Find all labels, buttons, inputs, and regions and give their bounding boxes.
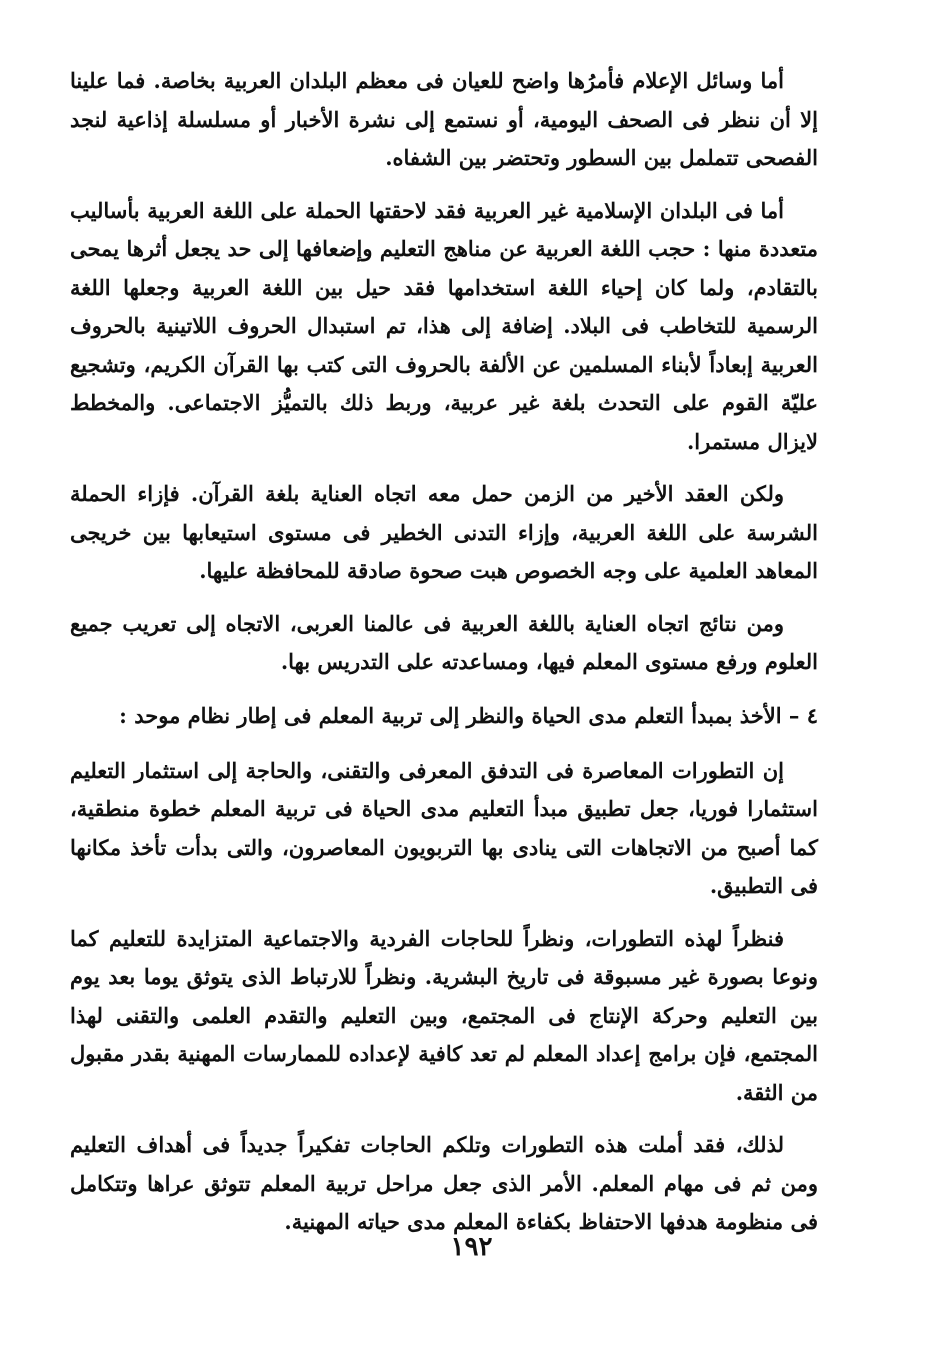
section-heading bbox=[70, 696, 818, 736]
page-number: ١٩٢ bbox=[450, 1232, 493, 1262]
paragraph-last-decade: ولكن العقد الأخير من الزمن حمل معه اتجاه العناية بلغة القرآن. فإزاء الحملة الشرسة على اللغة العربية، وإزاء التدنى الخطير فى مستوى استيعابها بين خريجى المعاهد العلمية على وجه الخصوص هبت صحوة صادقة للمحافظة عليها. bbox=[70, 481, 818, 583]
paragraph-needs: فنظراً لهذه التطورات، ونظراً للحاجات الفردية والاجتماعية المتزايدة للتعليم كما ونوعا بصورة غير مسبوقة فى تاريخ البشرية. ونظراً للارتباط الذى يتوثق يوما بعد يوم بين التعليم وحركة الإنتاج فى المجتمع، وبين التعليم والتقدم العلمى والتقنى لهذا المجتمع، فإن برامج إعداد المعلم لم تعد كافية لإعداده للممارسات المهنية بقدر مقبول من الثقة. bbox=[70, 925, 818, 1105]
paragraph-islamic-countries: أما فى البلدان الإسلامية غير العربية فقد لاحقتها الحملة على اللغة العربية بأساليب متعددة منها : حجب اللغة العربية عن مناهج التعليم وإضعافها إلى حد يجعل أثرها يمحى بالتقادم، ولما كان إحياء اللغة استخدامها فقد حيل بين اللغة العربية وجعلها اللغة الرسمية للتخاطب فى البلاد. إضافة إلى هذا، تم استبدال الحروف اللاتينية بالحروف العربية إبعاداً لأبناء المسلمين عن الألفة بالحروف التى كتب بها القرآن الكريم، وتشجيع عليّة القوم على التحدث بلغة غير عربية، وربط ذلك بالتميُّز الاجتماعى. والمخطط لايزال مستمرا. bbox=[70, 197, 818, 454]
paragraph-conclusion: لذلك، فقد أملت هذه التطورات وتلكم الحاجات تفكيراً جديداً فى أهداف التعليم ومن ثم فى مهام المعلم. الأمر الذى جعل مراحل تربية المعلم تتوثق عراها وتتكامل فى منظومة هدفها الاحتفاظ بكفاءة المعلم مدى حياته المهنية. bbox=[70, 1132, 818, 1234]
page-body bbox=[70, 62, 818, 1256]
section-number: ٤ bbox=[806, 702, 818, 728]
paragraph-media: أما وسائل الإعلام فأمرُها واضح للعيان فى معظم البلدان العربية بخاصة. فما علينا إلا أن ننظر فى الصحف اليومية، أو نستمع إلى نشرة الأخبار أو مسلسلة إذاعية لنجد الفصحى تتململ بين السطور وتحتضر بين الشفاه. bbox=[70, 68, 818, 170]
paragraph-modern-developments: إن التطورات المعاصرة فى التدفق المعرفى والتقنى، والحاجة إلى استثمار التعليم استثمارا فوريا، جعل تطبيق مبدأ التعليم مدى الحياة فى تربية المعلم خطوة منطقية، كما أصبح من الاتجاهات التى ينادى بها التربويون المعاصرون، والتى بدأت تأخذ مكانها فى التطبيق. bbox=[70, 757, 818, 898]
section-title: – الأخذ بمبدأ التعلم مدى الحياة والنظر إلى تربية المعلم فى إطار نظام موحد : bbox=[119, 702, 800, 728]
paragraph-arabization: ومن نتائج اتجاه العناية باللغة العربية فى عالمنا العربى، الاتجاه إلى تعريب جميع العلوم ورفع مستوى المعلم فيها، ومساعدته على التدريس بها. bbox=[70, 610, 818, 674]
